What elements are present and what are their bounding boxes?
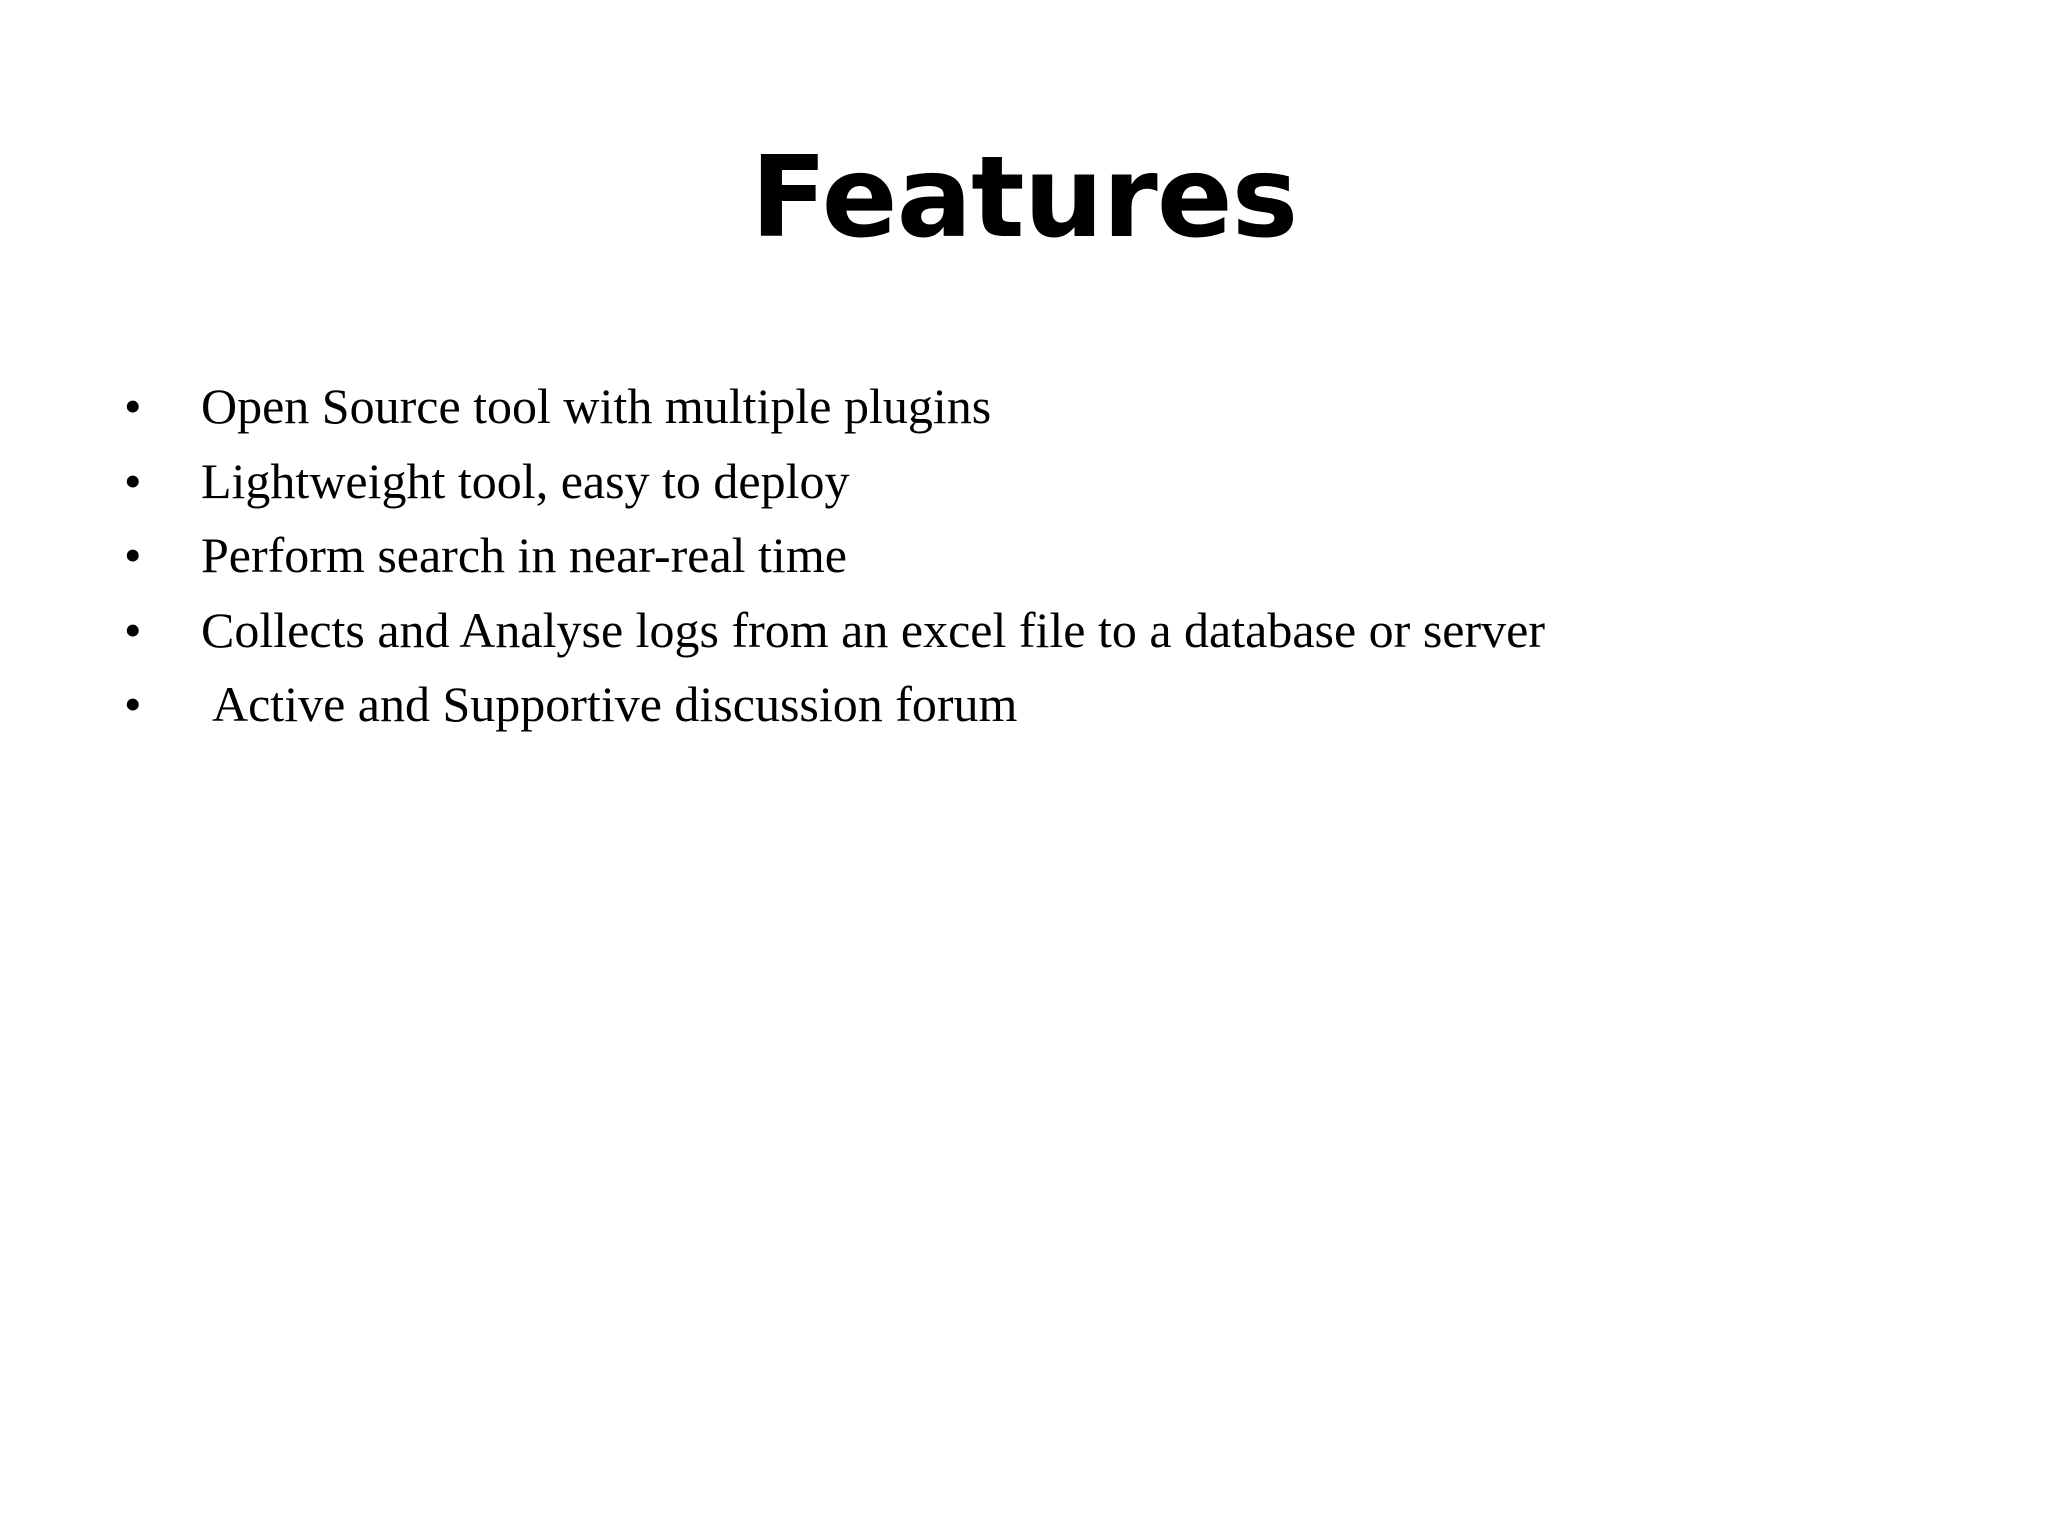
list-item [0,593,2048,668]
bullet-icon: • [124,378,142,434]
bullet-icon: • [124,452,142,509]
list-item-text: Collects and Analyse logs from an excel file to a database or server [201,601,1545,658]
list-item-text: Lightweight tool, easy to deploy [201,452,850,509]
bullet-icon: • [124,527,142,583]
list-item [0,369,2048,444]
bullet-list [0,369,2048,742]
list-item [0,444,2048,519]
list-item-text: Open Source tool with multiple plugins [201,378,992,434]
slide-title: Features [750,133,1298,263]
list-item [0,667,2048,742]
bullet-icon: • [124,676,142,732]
bullet-icon: • [124,601,142,658]
list-item [0,518,2048,593]
list-item-text: Perform search in near-real time [201,527,847,583]
list-item-text: Active and Supportive discussion forum [212,676,1018,732]
